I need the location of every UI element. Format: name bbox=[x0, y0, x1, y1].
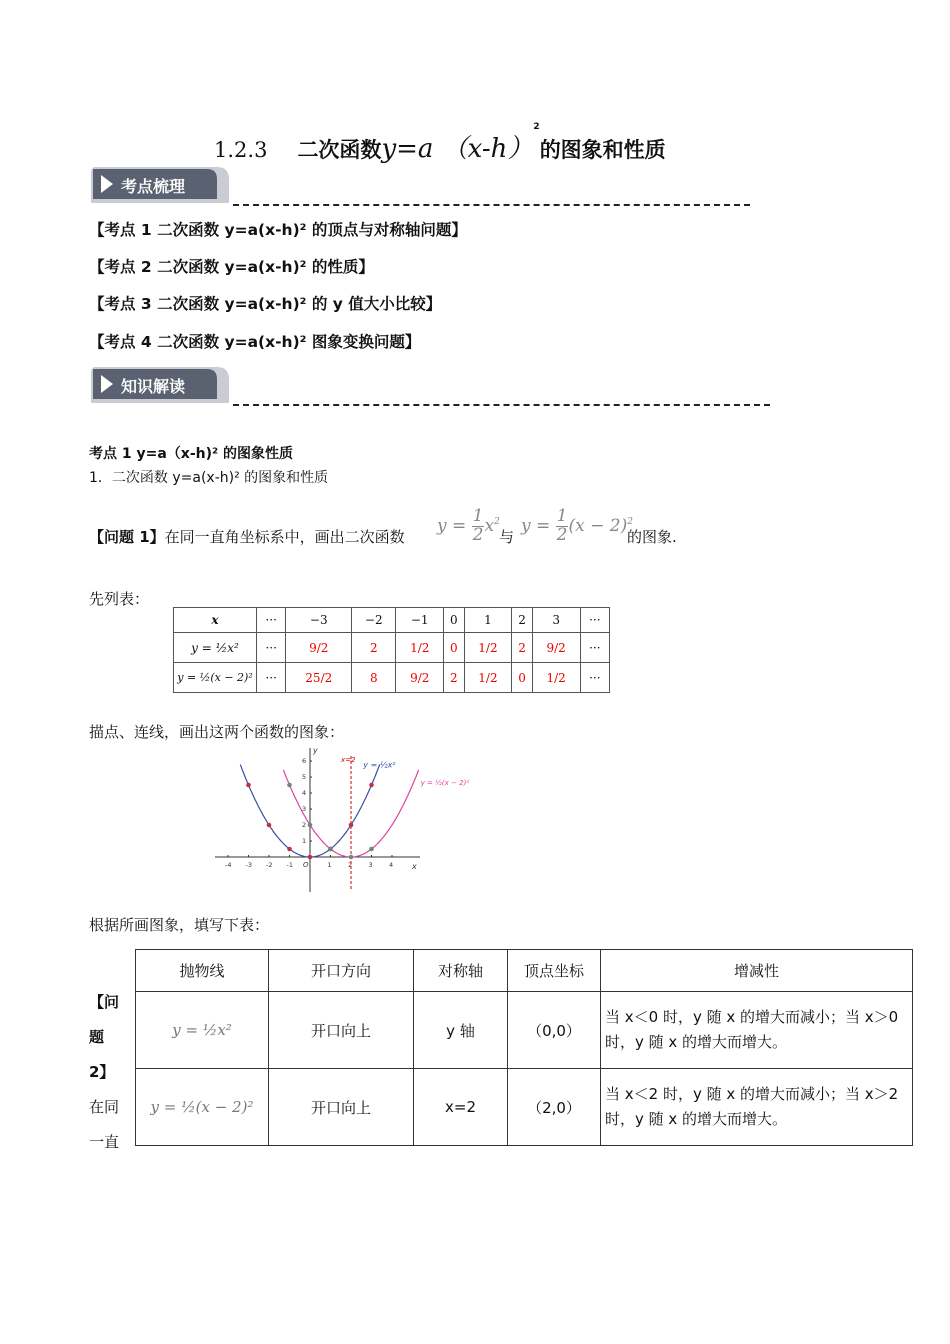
divider-2 bbox=[233, 404, 770, 406]
draw-text: 描点、连线，画出这两个函数的图象： bbox=[89, 723, 345, 741]
table-cell: −3 bbox=[286, 608, 352, 633]
data-point bbox=[287, 847, 292, 852]
question-1-mid: 与 bbox=[499, 528, 515, 546]
table-cell: ··· bbox=[580, 663, 609, 693]
table-cell: 3 bbox=[532, 608, 580, 633]
parabola-1-label: y = ½x² bbox=[363, 760, 396, 770]
formula-y-half-x2: y = $\frac{1}{2}$ $x^2$ bbox=[437, 506, 500, 545]
data-point bbox=[328, 847, 333, 852]
divider-1 bbox=[233, 204, 750, 206]
x-tick-label: 2 bbox=[348, 861, 353, 869]
y-tick-label: 6 bbox=[302, 757, 307, 765]
q2-side-2: 题 bbox=[89, 1028, 105, 1046]
header-curve: 抛物线 bbox=[136, 950, 269, 992]
x-tick-label: -1 bbox=[286, 861, 293, 869]
vertex-cell: （2,0） bbox=[508, 1069, 601, 1146]
question-1 bbox=[89, 526, 405, 547]
table-row bbox=[136, 1069, 913, 1146]
banner-kaodian bbox=[89, 165, 233, 205]
value-table bbox=[173, 607, 610, 693]
title-exponent: 2 bbox=[533, 122, 540, 132]
y-tick-label: 2 bbox=[302, 821, 307, 829]
table-cell: −2 bbox=[352, 608, 396, 633]
section-heading: 考点 1 y=a（x-h)² 的图象性质 bbox=[89, 446, 294, 462]
question-1-text2: 的图象. bbox=[627, 528, 677, 546]
curve-cell: y = ½x² bbox=[136, 992, 269, 1069]
axis-cell: x=2 bbox=[414, 1069, 508, 1146]
q2-side-4: 在同 bbox=[89, 1098, 120, 1116]
question-1-prefix: 【问题 1】 bbox=[89, 528, 165, 546]
table-cell: ··· bbox=[580, 633, 609, 663]
row2-label: y = ½(x − 2)² bbox=[174, 663, 257, 693]
kaodian-item-4: 【考点 4 二次函数 y=a(x-h)² 图象变换问题】 bbox=[89, 333, 421, 351]
fill-text: 根据所画图象，填写下表： bbox=[89, 916, 270, 934]
table-row bbox=[136, 992, 913, 1069]
table-cell: 25/2 bbox=[286, 663, 352, 693]
kaodian-item-2: 【考点 2 二次函数 y=a(x-h)² 的性质】 bbox=[89, 258, 374, 276]
table-cell: ··· bbox=[257, 633, 286, 663]
data-point bbox=[246, 783, 251, 788]
table-cell: 9/2 bbox=[532, 633, 580, 663]
q2-side-5: 一直 bbox=[89, 1133, 120, 1151]
x-header: x bbox=[174, 608, 257, 633]
q2-side-3: 2】 bbox=[89, 1063, 115, 1081]
table-cell: 0 bbox=[444, 633, 464, 663]
table-header-row bbox=[136, 950, 913, 992]
data-point bbox=[349, 855, 354, 860]
table-cell: 1/2 bbox=[396, 633, 444, 663]
axis-cell: y 轴 bbox=[414, 992, 508, 1069]
kaodian-item-3: 【考点 3 二次函数 y=a(x-h)² 的 y 值大小比较】 bbox=[89, 295, 442, 313]
parabola-graph bbox=[210, 744, 500, 896]
data-point bbox=[369, 847, 374, 852]
title-text-a: 二次函数 bbox=[297, 138, 382, 162]
y-tick-label: 4 bbox=[302, 789, 307, 797]
table-row-x bbox=[174, 608, 610, 633]
direction-cell: 开口向上 bbox=[269, 1069, 414, 1146]
x-tick-label: 1 bbox=[327, 861, 332, 869]
data-point bbox=[308, 855, 313, 860]
table-cell: 0 bbox=[444, 608, 464, 633]
parabola-2-label: y = ½(x − 2)² bbox=[420, 779, 470, 787]
symmetry-line-label: x=2 bbox=[341, 756, 356, 764]
table-cell: ··· bbox=[580, 608, 609, 633]
section-line1: 1．二次函数 y=a(x-h)² 的图象和性质 bbox=[89, 470, 329, 486]
table-cell: 1 bbox=[464, 608, 512, 633]
table-row-y1 bbox=[174, 633, 610, 663]
data-point bbox=[267, 823, 272, 828]
table-cell: ··· bbox=[257, 663, 286, 693]
data-point bbox=[287, 783, 292, 788]
table-cell: 1/2 bbox=[464, 663, 512, 693]
direction-cell: 开口向上 bbox=[269, 992, 414, 1069]
title-number: 1.2.3 bbox=[214, 138, 268, 162]
table-cell: 0 bbox=[512, 663, 532, 693]
properties-table bbox=[135, 949, 913, 1146]
formula-y-half-x-minus-2: y = $\frac{1}{2}$ $(x - 2)^2$ bbox=[521, 506, 633, 545]
x-axis-label: x bbox=[412, 862, 417, 871]
monotonicity-cell: 当 x＜0 时，y 随 x 的增大而减小；当 x＞0 时，y 随 x 的增大而增大。 bbox=[601, 992, 913, 1069]
question-1-text1: 在同一直角坐标系中，画出二次函数 bbox=[164, 528, 405, 546]
monotonicity-cell: 当 x＜2 时，y 随 x 的增大而减小；当 x＞2 时，y 随 x 的增大而增大。 bbox=[601, 1069, 913, 1146]
y-axis-label: y bbox=[313, 746, 318, 755]
data-point bbox=[349, 823, 354, 828]
data-point bbox=[369, 783, 374, 788]
data-point bbox=[308, 823, 313, 828]
header-monotonicity: 增减性 bbox=[601, 950, 913, 992]
kaodian-item-1: 【考点 1 二次函数 y=a(x-h)² 的顶点与对称轴问题】 bbox=[89, 221, 467, 239]
y-tick-label: 3 bbox=[302, 805, 307, 813]
header-axis: 对称轴 bbox=[414, 950, 508, 992]
x-tick-label: 4 bbox=[389, 861, 394, 869]
x-tick-label: -3 bbox=[245, 861, 252, 869]
table-cell: 2 bbox=[352, 633, 396, 663]
vertex-cell: （0,0） bbox=[508, 992, 601, 1069]
table-cell: 9/2 bbox=[286, 633, 352, 663]
list-label: 先列表： bbox=[89, 590, 150, 608]
question-2-side bbox=[89, 985, 129, 1160]
header-direction: 开口方向 bbox=[269, 950, 414, 992]
table-cell: 8 bbox=[352, 663, 396, 693]
origin-label: O bbox=[303, 861, 309, 869]
banner-kaodian-label: 考点梳理 bbox=[121, 177, 186, 196]
table-cell: 2 bbox=[512, 633, 532, 663]
table-cell: −1 bbox=[396, 608, 444, 633]
x-tick-label: -4 bbox=[225, 861, 232, 869]
title-text-b: 的图象和性质 bbox=[539, 138, 666, 162]
banner-zhishi bbox=[89, 365, 233, 405]
header-vertex: 顶点坐标 bbox=[508, 950, 601, 992]
table-cell: 2 bbox=[512, 608, 532, 633]
x-tick-label: 3 bbox=[368, 861, 373, 869]
y-tick-label: 1 bbox=[302, 837, 307, 845]
page-title bbox=[214, 122, 666, 165]
table-cell: 1/2 bbox=[532, 663, 580, 693]
table-cell: 2 bbox=[444, 663, 464, 693]
x-tick-label: -2 bbox=[266, 861, 273, 869]
y-tick-label: 5 bbox=[302, 773, 307, 781]
table-cell: 1/2 bbox=[464, 633, 512, 663]
table-row-y2 bbox=[174, 663, 610, 693]
title-formula: y=a （x-h） bbox=[381, 134, 534, 164]
table-cell: 9/2 bbox=[396, 663, 444, 693]
table-cell: ··· bbox=[257, 608, 286, 633]
row1-label: y = ½x² bbox=[174, 633, 257, 663]
banner-zhishi-label: 知识解读 bbox=[121, 377, 186, 396]
curve-cell: y = ½(x − 2)² bbox=[136, 1069, 269, 1146]
q2-side-1: 【问 bbox=[89, 993, 120, 1011]
